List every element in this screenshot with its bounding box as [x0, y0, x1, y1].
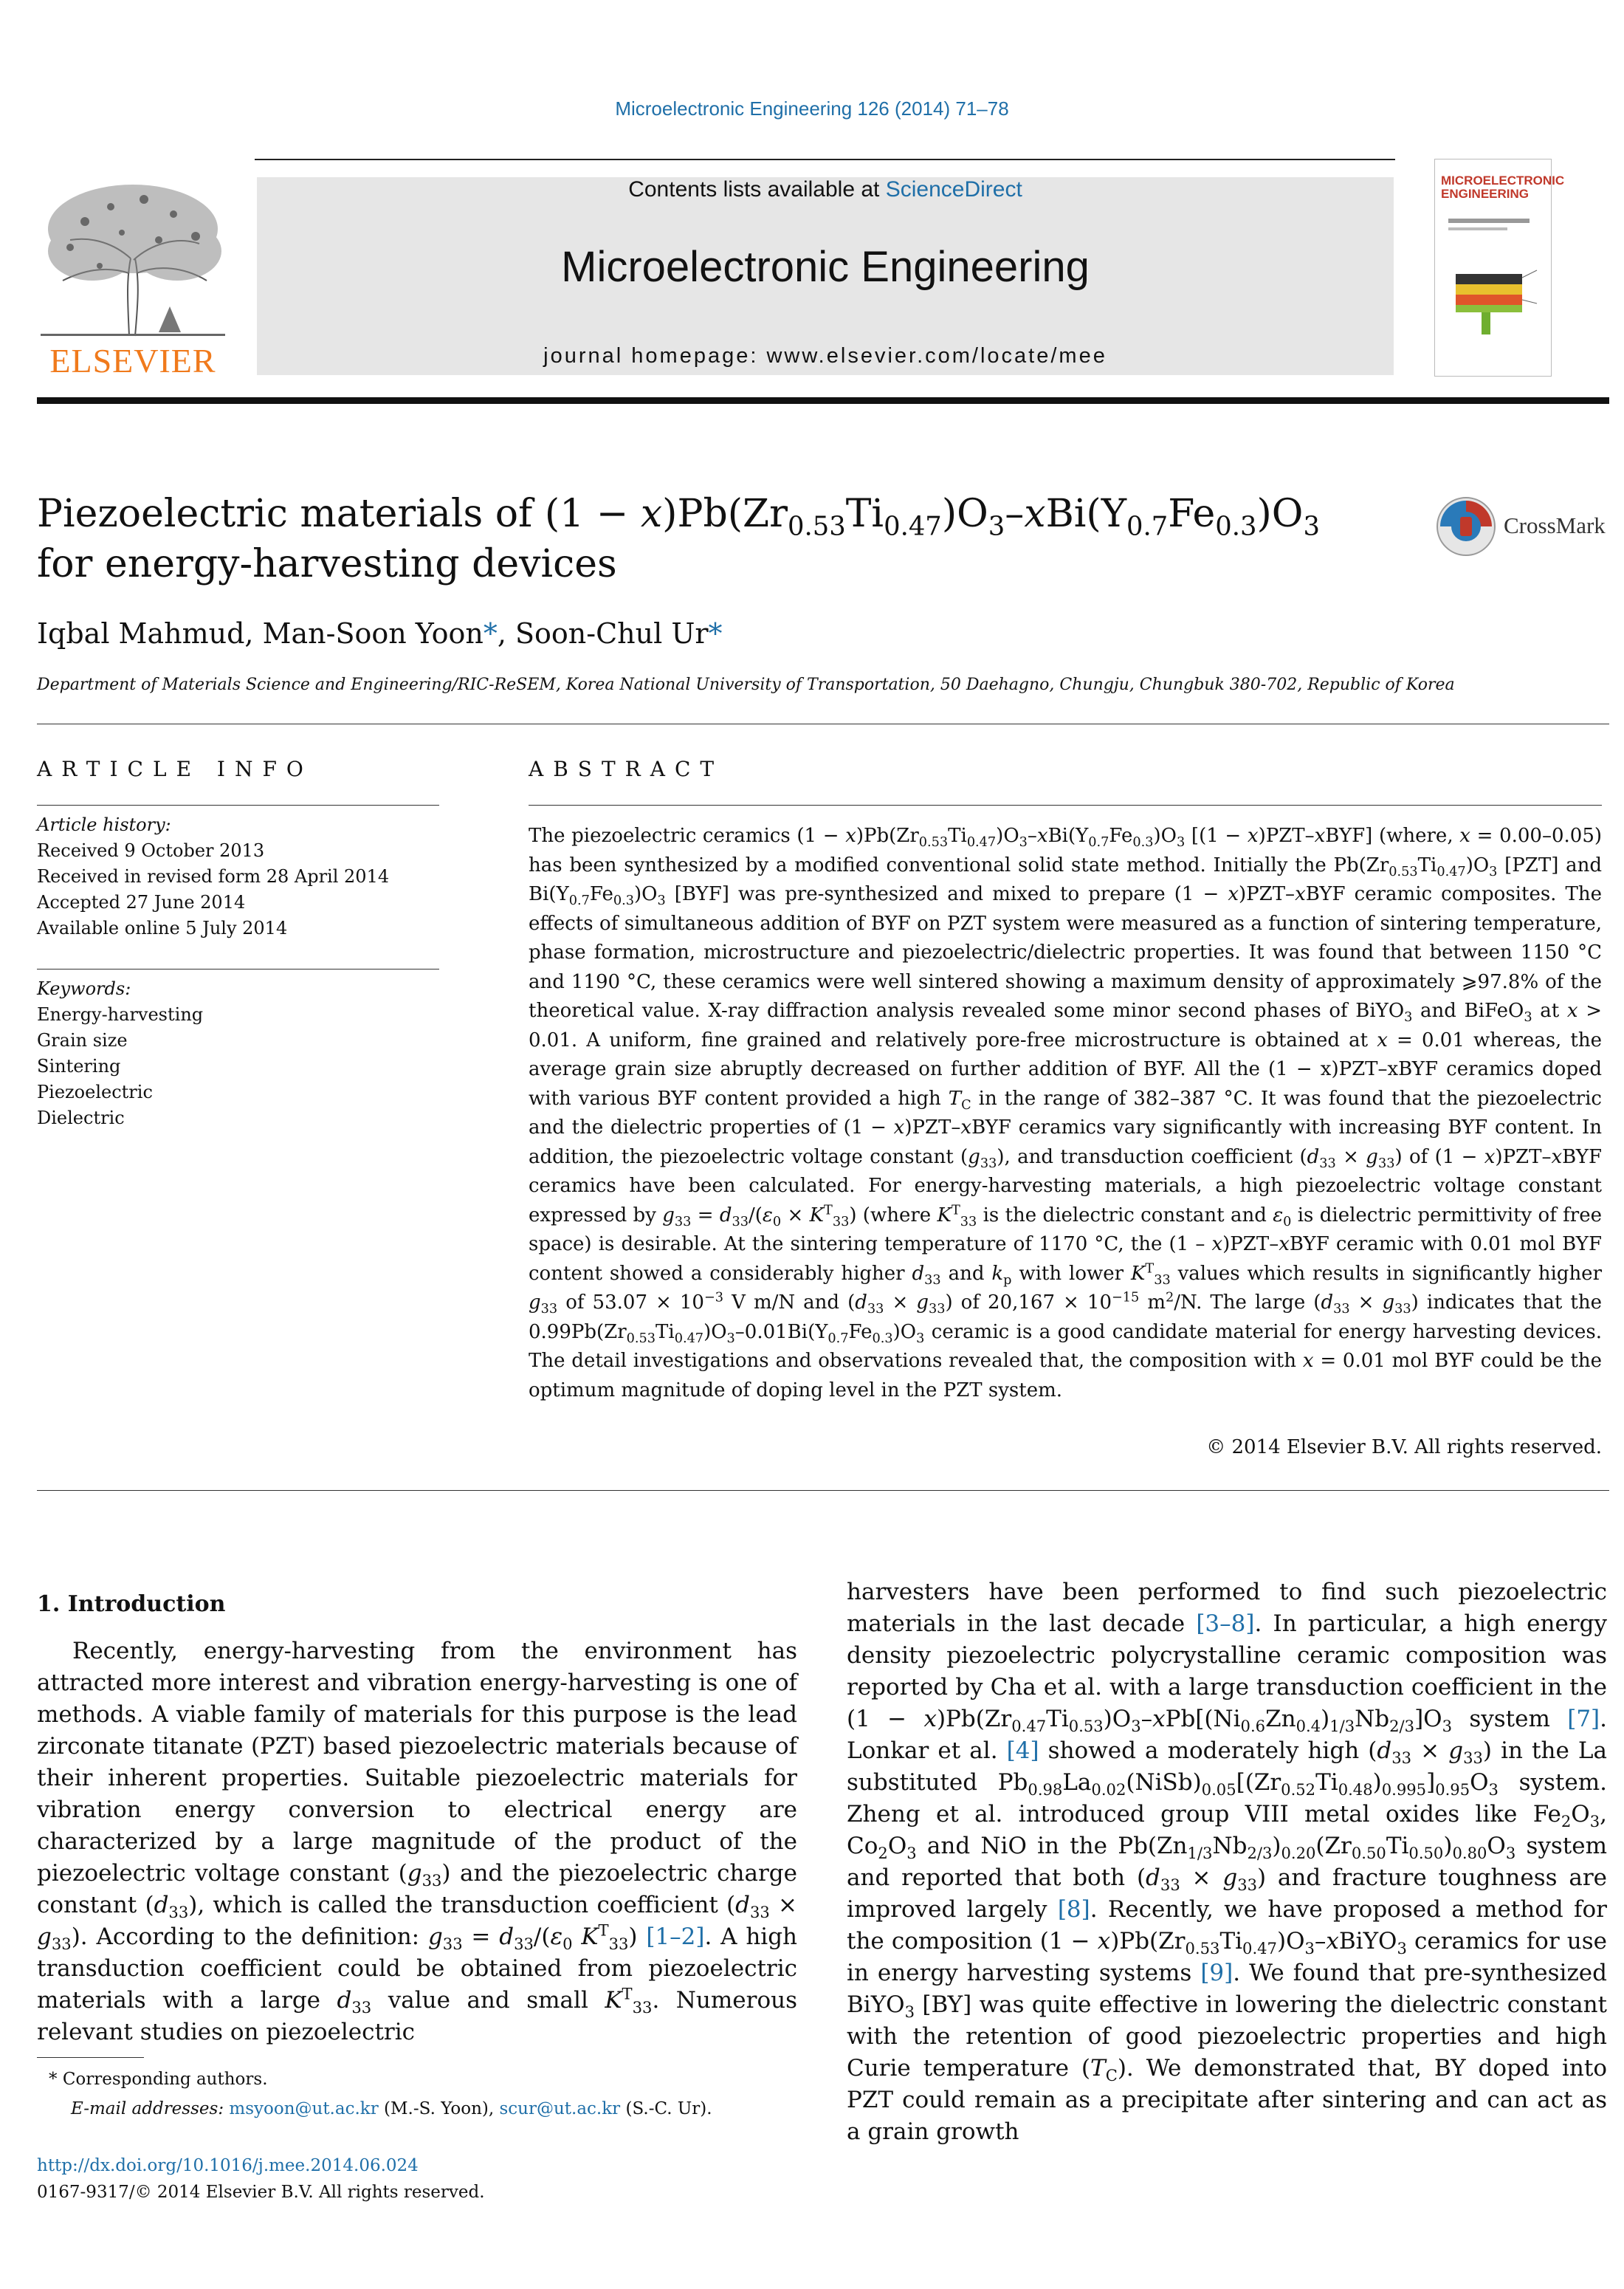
email-link-ur[interactable]: scur@ut.ac.kr	[499, 2099, 621, 2118]
footnote-marker: *	[49, 2070, 58, 2089]
article-history	[37, 812, 439, 941]
journal-title: Microelectronic Engineering	[561, 243, 1090, 291]
footnote-corresponding	[49, 2065, 787, 2124]
keyword: Grain size	[37, 1030, 128, 1051]
elsevier-tree-logo	[41, 177, 225, 340]
cover-title-line2: ENGINEERING	[1441, 187, 1530, 201]
doi-link[interactable]: http://dx.doi.org/10.1016/j.mee.2014.06.024	[37, 2156, 419, 2175]
author-name: Man-Soon Yoon	[262, 617, 484, 650]
citation-link[interactable]: [3–8]	[1196, 1610, 1255, 1637]
article-info-heading: ARTICLE INFO	[37, 757, 313, 781]
footnote-rule	[37, 2057, 144, 2058]
body-left-column: Recently, energy-harvesting from the environment has attracted more interest and vibration energy-harvesting is one of methods. A viable family of materials for this purpose is the lead zirconate titanate (PZT) based piezoelectric materials because of their inherent properties. Suitable piezoelectric materials for vibration energy conversion to electrical energy are characterized by a large magnitude of the product of the piezoelectric voltage constant $(g_{33})$ and the piezoelectric charge constant $(d_{33})$, which is called the transduction coefficient $(d_{33} \times g_{33})$. According to the definition: $g_{33} = d_{33}/(\varepsilon_0$ $K^T_{33}$) [1–2]. A high transduction coefficient could be obtained from piezoelectric materials with a large $d_{33}$ value and small $K^T_{33}$. Numerous relevant studies on piezoelectric	[37, 1638, 798, 2045]
contents-line: Contents lists available at ScienceDirect	[628, 177, 1022, 202]
crossmark-icon	[1436, 496, 1496, 557]
article-title-line1: Piezoelectric materials of $(1 - x)Pb(Zr_{0.53}Ti_{0.47})O_3-xBi(Y_{0.7}Fe_{0.3})O_3$	[37, 492, 1320, 542]
email-owner: (M.-S. Yoon),	[378, 2099, 500, 2118]
journal-reference[interactable]: Microelectronic Engineering 126 (2014) 71–78	[615, 97, 1009, 120]
keyword: Energy-harvesting	[37, 1004, 204, 1025]
elsevier-wordmark: ELSEVIER	[49, 342, 216, 380]
email-owner: (S.-C. Ur).	[620, 2099, 712, 2118]
divider	[529, 805, 1602, 806]
abstract-heading: ABSTRACT	[529, 757, 724, 781]
history-received: Received 9 October 2013	[37, 840, 265, 861]
abstract-text: The piezoelectric ceramics $(1 - x)Pb(Zr_{0.53}Ti_{0.47})O_3-xBi(Y_{0.7}Fe_{0.3})O_3$ [(1 − x)PZT–xBYF] (where, x = 0.00–0.05) has been synthesized by a modified conventional solid state method. Initially the $Pb(Zr_{0.53}Ti_{0.47})O_3$ [PZT] and $Bi(Y_{0.7}Fe_{0.3})O_3$ [BYF] was pre-synthesized and mixed to prepare (1 − x)PZT–xBYF ceramic composites. The effects of simultaneous addition of BYF on PZT system were measured as a function of sintering temperature, phase formation, microstructure and piezoelectric/dielectric properties. It was found that between 1150 °C and 1190 °C, these ceramics were well sintered showing a maximum density of approximately ⩾97.8% of the theoretical value. X-ray diffraction analysis revealed some minor second phases of BiYO$_3$ and BiFeO$_3$ at x > 0.01. A uniform, fine grained and relatively pore-free microstructure is obtained at x = 0.01 whereas, the average grain size abruptly decreased on further addition of BYF. All the (1 − x)PZT–xBYF ceramics doped with various BYF content provided a high $T_C$ in the range of 382–387 °C. It was found that the piezoelectric and the dielectric properties of (1 − x)PZT–xBYF ceramics vary significantly with increasing BYF content. In addition, the piezoelectric voltage constant $(g_{33})$, and transduction coefficient $(d_{33} \times g_{33})$ of (1 − x)PZT–xBYF ceramics have been calculated. For energy-harvesting materials, a high piezoelectric voltage constant expressed by $g_{33} = d_{33}/(\varepsilon_0 \times K^T_{33})$ (where $K^T_{33}$ is the dielectric constant and $\varepsilon_0$ is dielectric permittivity of free space) is desirable. At the sintering temperature of 1170 °C, the (1 – x)PZT–xBYF ceramic with 0.01 mol BYF content showed a considerably higher $d_{33}$ and $k_p$ with lower $K^T_{33}$ values which results in significantly higher $g_{33}$ of $53.07 \times 10^{-3}$ V m/N and $(d_{33} \times g_{33})$ of $20,167 \times 10^{-15}$ $m^2/N$. The large $(d_{33} \times g_{33})$ indicates that the $0.99Pb(Zr_{0.53}Ti_{0.47})O_3-0.01Bi(Y_{0.7}Fe_{0.3})O_3$ ceramic is a good candidate material for energy harvesting devices. The detail investigations and observations revealed that, the composition with x = 0.01 mol BYF could be the optimum magnitude of doping level in the PZT system.	[529, 825, 1603, 1401]
citation-link[interactable]: [7]	[1567, 1706, 1600, 1732]
divider	[37, 805, 439, 806]
keywords-label: Keywords:	[37, 978, 131, 999]
divider	[37, 969, 439, 970]
citation-link[interactable]: [4]	[1006, 1737, 1039, 1764]
journal-homepage[interactable]: journal homepage: www.elsevier.com/locate/mee	[543, 344, 1107, 368]
footnote-corresponding-text: Corresponding authors.	[62, 2070, 268, 2089]
history-revised: Received in revised form 28 April 2014	[37, 866, 390, 887]
section-heading-introduction: 1. Introduction	[37, 1591, 226, 1617]
article-history-label: Article history:	[37, 814, 171, 835]
abstract-copyright: © 2014 Elsevier B.V. All rights reserved.	[1206, 1436, 1602, 1458]
cover-title-line1: MICROELECTRONIC	[1441, 174, 1565, 188]
corresponding-marker[interactable]: *	[483, 617, 498, 650]
keyword: Dielectric	[37, 1108, 125, 1128]
affiliation: Department of Materials Science and Engineering/RIC-ReSEM, Korea National University of Transportation, 50 Daehagno, Chungju, Chungbuk 380-702, Republic of Korea	[37, 676, 1455, 694]
cover-illustration	[1441, 204, 1544, 351]
footnote-doi-block	[37, 2152, 775, 2206]
citation-link[interactable]: [9]	[1200, 1960, 1234, 1986]
keyword: Piezoelectric	[37, 1082, 153, 1102]
history-accepted: Accepted 27 June 2014	[37, 892, 246, 913]
corresponding-marker[interactable]: *	[708, 617, 723, 650]
body-right-column: harvesters have been performed to find such piezoelectric materials in the last decade [3–8]. In particular, a high energy density piezoelectric polycrystalline ceramic composition was reported by Cha et al. with a large transduction coefficient in the $(1 - x)Pb(Zr_{0.47}Ti_{0.53})O_3-xPb[(Ni_{0.6}Zn_{0.4})_{1/3}Nb_{2/3}]O_3$ system [7]. Lonkar et al. [4] showed a moderately high $(d_{33} \times g_{33})$ in the La substituted $Pb_{0.98}La_{0.02}(NiSb)_{0.05}[(Zr_{0.52}Ti_{0.48})_{0.995}]_{0.95}O_3$ system. Zheng et al. introduced group VIII metal oxides like $Fe_2O_3$, $Co_2O_3$ and NiO in the $Pb(Zn_{1/3}Nb_{2/3})_{0.20}(Zr_{0.50}Ti_{0.50})_{0.80}O_3$ system and reported that both $(d_{33} \times g_{33})$ and fracture toughness are improved largely [8]. Recently, we have proposed a method for the composition $(1 - x)Pb(Zr_{0.53}Ti_{0.47})O_3-xBiYO_3$ ceramics for use in energy harvesting systems [9]. We found that pre-synthesized BiYO$_3$ [BY] was quite effective in lowering the dielectric constant with the retention of good piezoelectric properties and high Curie temperature $(T_C)$. We demonstrated that, BY doped into PZT could remain as a precipitate after sintering and can act as a grain growth	[847, 1579, 1608, 2145]
issn-line: 0167-9317/© 2014 Elsevier B.V. All rights reserved.	[37, 2183, 485, 2202]
divider	[37, 1490, 1609, 1491]
crossmark-badge[interactable]	[1436, 496, 1609, 563]
header-thick-rule	[37, 397, 1609, 404]
email-link-yoon[interactable]: msyoon@ut.ac.kr	[229, 2099, 379, 2118]
email-label: E-mail addresses:	[71, 2099, 230, 2118]
author-name: Soon-Chul Ur	[515, 617, 709, 650]
citation-link[interactable]: [1–2]	[646, 1923, 705, 1950]
citation-link[interactable]: [8]	[1057, 1896, 1090, 1923]
crossmark-label: CrossMark	[1504, 512, 1606, 538]
author-list: Iqbal Mahmud, Man-Soon Yoon*, Soon-Chul Ur*	[37, 617, 723, 650]
author-name: Iqbal Mahmud,	[37, 617, 263, 650]
sciencedirect-link[interactable]: ScienceDirect	[885, 177, 1022, 202]
keyword: Sintering	[37, 1056, 121, 1077]
article-title-line2: for energy-harvesting devices	[37, 542, 617, 586]
history-online: Available online 5 July 2014	[37, 918, 288, 938]
journal-cover-thumbnail[interactable]	[1434, 159, 1565, 377]
header-rule	[255, 159, 1395, 160]
keywords	[37, 976, 439, 1131]
article-title	[37, 489, 1403, 589]
